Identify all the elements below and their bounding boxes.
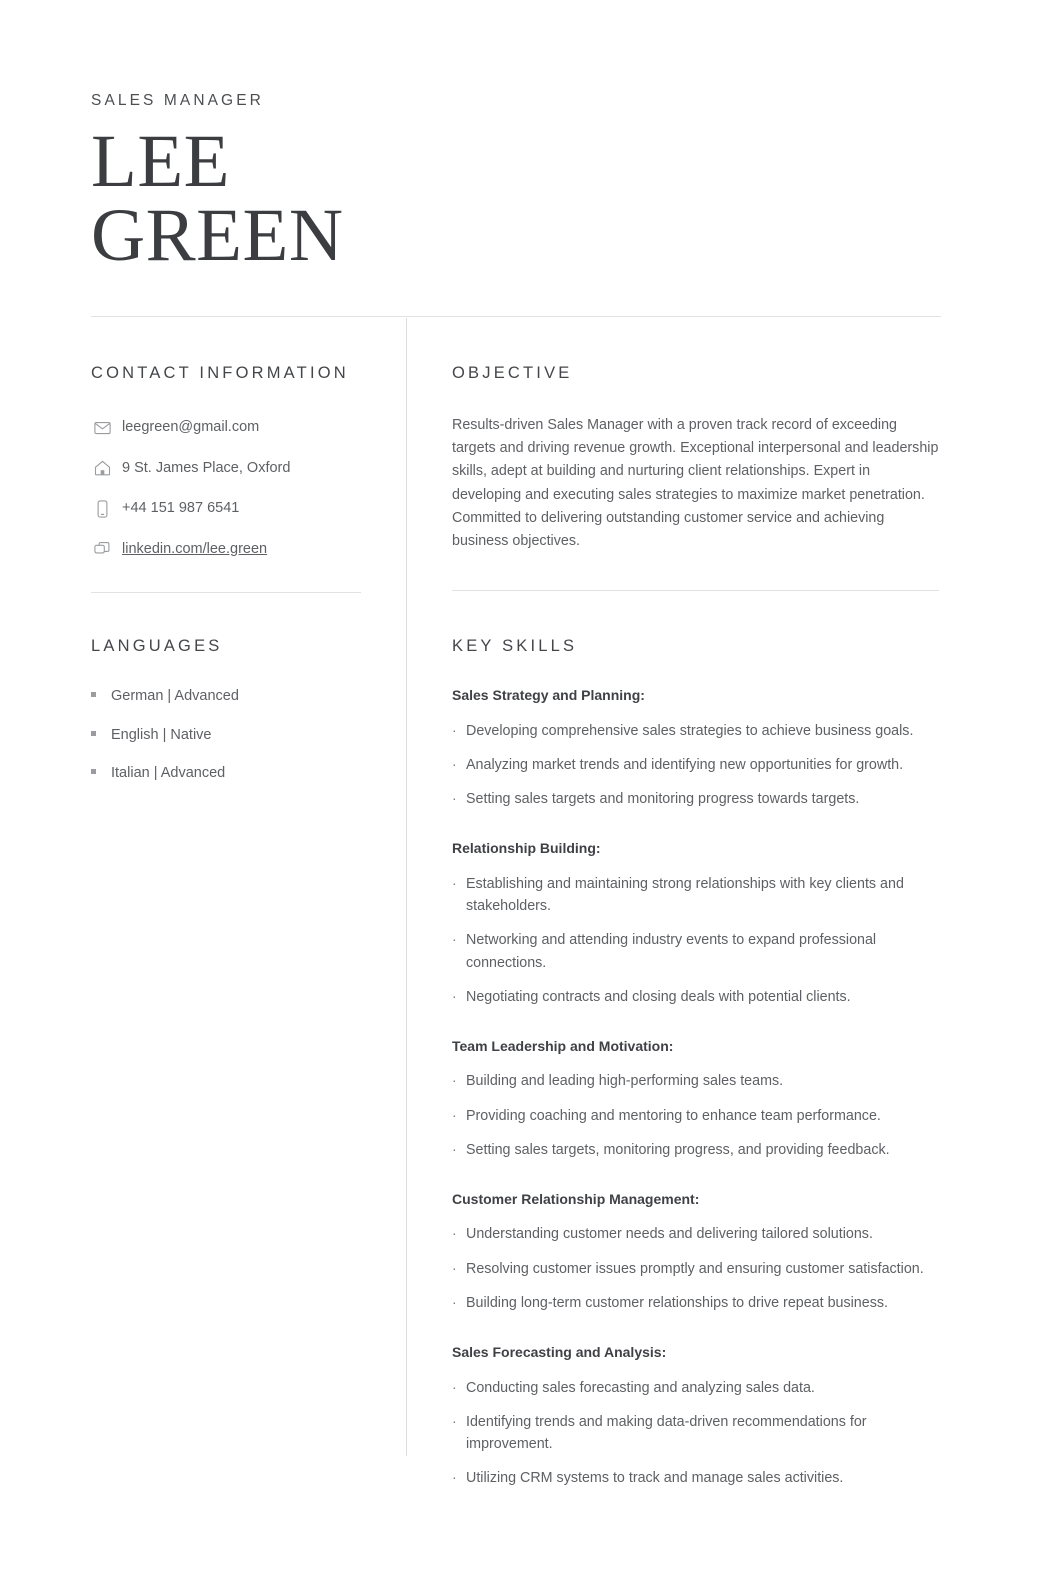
dot-bullet-icon: · [452, 1469, 457, 1485]
dot-bullet-icon: · [452, 1412, 457, 1429]
skill-items [452, 1377, 941, 1490]
skill-text: Analyzing market trends and identifying new opportunities for growth. [466, 757, 904, 774]
first-name: LEE [91, 119, 230, 203]
candidate-name [91, 119, 941, 277]
skill-text: Setting sales targets, monitoring progress, and providing feedback. [466, 1141, 890, 1158]
contact-item-linkedin[interactable] [91, 538, 371, 560]
contact-item-email [91, 417, 371, 439]
skill-items [452, 873, 941, 1008]
skill-items [452, 1070, 941, 1160]
list-item [91, 687, 371, 707]
skill-text: Understanding customer needs and delivering tailored solutions. [466, 1226, 873, 1243]
contact-linkedin-text[interactable]: linkedin.com/lee.green [122, 540, 268, 557]
skill-group-title: Sales Strategy and Planning: [452, 687, 645, 704]
contact-item-phone [91, 498, 371, 520]
skill-group-title: Relationship Building: [452, 840, 601, 857]
list-item [452, 1105, 941, 1127]
list-item [452, 1467, 941, 1489]
language-label: Italian | Advanced [111, 765, 226, 782]
skill-text: Establishing and maintaining strong relationships with key clients and stakeholders. [466, 876, 904, 915]
main-column [452, 364, 941, 1501]
column-divider [406, 318, 407, 1456]
dot-bullet-icon: · [452, 1259, 457, 1276]
dot-bullet-icon: · [452, 1140, 457, 1157]
skill-text: Setting sales targets and monitoring progress towards targets. [466, 791, 860, 808]
skill-text: Utilizing CRM systems to track and manage sales activities. [466, 1470, 844, 1486]
skill-text: Developing comprehensive sales strategies to achieve business goals. [466, 722, 914, 739]
list-item [452, 873, 941, 917]
contact-section-heading: CONTACT INFORMATION [91, 364, 349, 382]
contact-phone-text: +44 151 987 6541 [122, 500, 240, 517]
home-icon [91, 457, 113, 479]
list-item [91, 726, 371, 746]
skill-group [452, 839, 941, 1007]
skill-group [452, 1343, 941, 1489]
dot-bullet-icon: · [452, 987, 457, 1004]
list-item [91, 764, 371, 784]
dot-bullet-icon: · [452, 1072, 457, 1089]
list-item [452, 1258, 941, 1280]
key-skills-section-heading: KEY SKILLS [452, 636, 578, 655]
objective-divider [452, 590, 939, 591]
job-title: SALES MANAGER [91, 92, 264, 109]
list-item [452, 1139, 941, 1161]
contact-email-text: leegreen@gmail.com [122, 419, 260, 436]
square-bullet-icon [91, 692, 96, 697]
list-item [452, 754, 941, 776]
list-item [452, 1377, 941, 1399]
skill-text: Building and leading high-performing sales teams. [466, 1073, 784, 1090]
dot-bullet-icon: · [452, 1225, 457, 1242]
dot-bullet-icon: · [452, 1106, 457, 1123]
skill-text: Conducting sales forecasting and analyzing sales data. [466, 1379, 815, 1396]
dot-bullet-icon: · [452, 790, 457, 807]
objective-body: Results-driven Sales Manager with a proven track record of exceeding targets and driving revenue growth. Exceptional interpersonal and leadership skills, adept at building and nurturing client relationships. Expert in developing and executing sales strategies to maximize market penetration. Committed to delivering outstanding customer service and achieving business objectives. [452, 416, 939, 550]
envelope-icon [91, 417, 113, 439]
skill-group-title: Customer Relationship Management: [452, 1190, 700, 1207]
dot-bullet-icon: · [452, 931, 457, 948]
skill-text: Resolving customer issues promptly and ensuring customer satisfaction. [466, 1260, 924, 1277]
skill-group [452, 686, 941, 810]
skill-text: Building long-term customer relationships to drive repeat business. [466, 1294, 888, 1311]
square-bullet-icon [91, 731, 96, 736]
list-item [452, 1070, 941, 1092]
dot-bullet-icon: · [452, 1378, 457, 1395]
dot-bullet-icon: · [452, 721, 457, 738]
skill-text: Networking and attending industry events to expand professional connections. [466, 932, 877, 971]
languages-list [91, 687, 371, 784]
list-item [452, 1292, 941, 1314]
skill-items [452, 720, 941, 810]
skill-text: Identifying trends and making data-driven recommendations for improvement. [466, 1413, 867, 1452]
languages-section-heading: LANGUAGES [91, 637, 223, 656]
contact-item-address [91, 457, 371, 479]
skill-group-title: Team Leadership and Motivation: [452, 1037, 674, 1054]
key-skills-list [452, 686, 941, 1489]
dot-bullet-icon: · [452, 756, 457, 773]
objective-section-heading: OBJECTIVE [452, 364, 573, 382]
list-item [452, 929, 941, 973]
skill-group [452, 1037, 941, 1161]
list-item [452, 1411, 941, 1455]
list-item [452, 986, 941, 1008]
dot-bullet-icon: · [452, 1293, 457, 1310]
skill-text: Providing coaching and mentoring to enhance team performance. [466, 1107, 881, 1124]
dot-bullet-icon: · [452, 875, 457, 892]
skill-group [452, 1190, 941, 1314]
list-item [452, 720, 941, 742]
skill-items [452, 1223, 941, 1313]
phone-icon [91, 498, 113, 520]
contact-address-text: 9 St. James Place, Oxford [122, 459, 291, 476]
last-name: GREEN [91, 193, 344, 277]
contact-list [91, 417, 371, 561]
link-icon [91, 538, 113, 560]
sidebar-divider [91, 592, 361, 593]
skill-group-title: Sales Forecasting and Analysis: [452, 1343, 667, 1360]
list-item [452, 788, 941, 810]
sidebar-column [91, 364, 371, 803]
resume-header [91, 92, 941, 277]
language-label: German | Advanced [111, 688, 239, 705]
list-item [452, 1223, 941, 1245]
square-bullet-icon [91, 769, 96, 774]
skill-text: Negotiating contracts and closing deals with potential clients. [466, 988, 851, 1005]
language-label: English | Native [111, 726, 212, 743]
header-divider [91, 316, 941, 317]
